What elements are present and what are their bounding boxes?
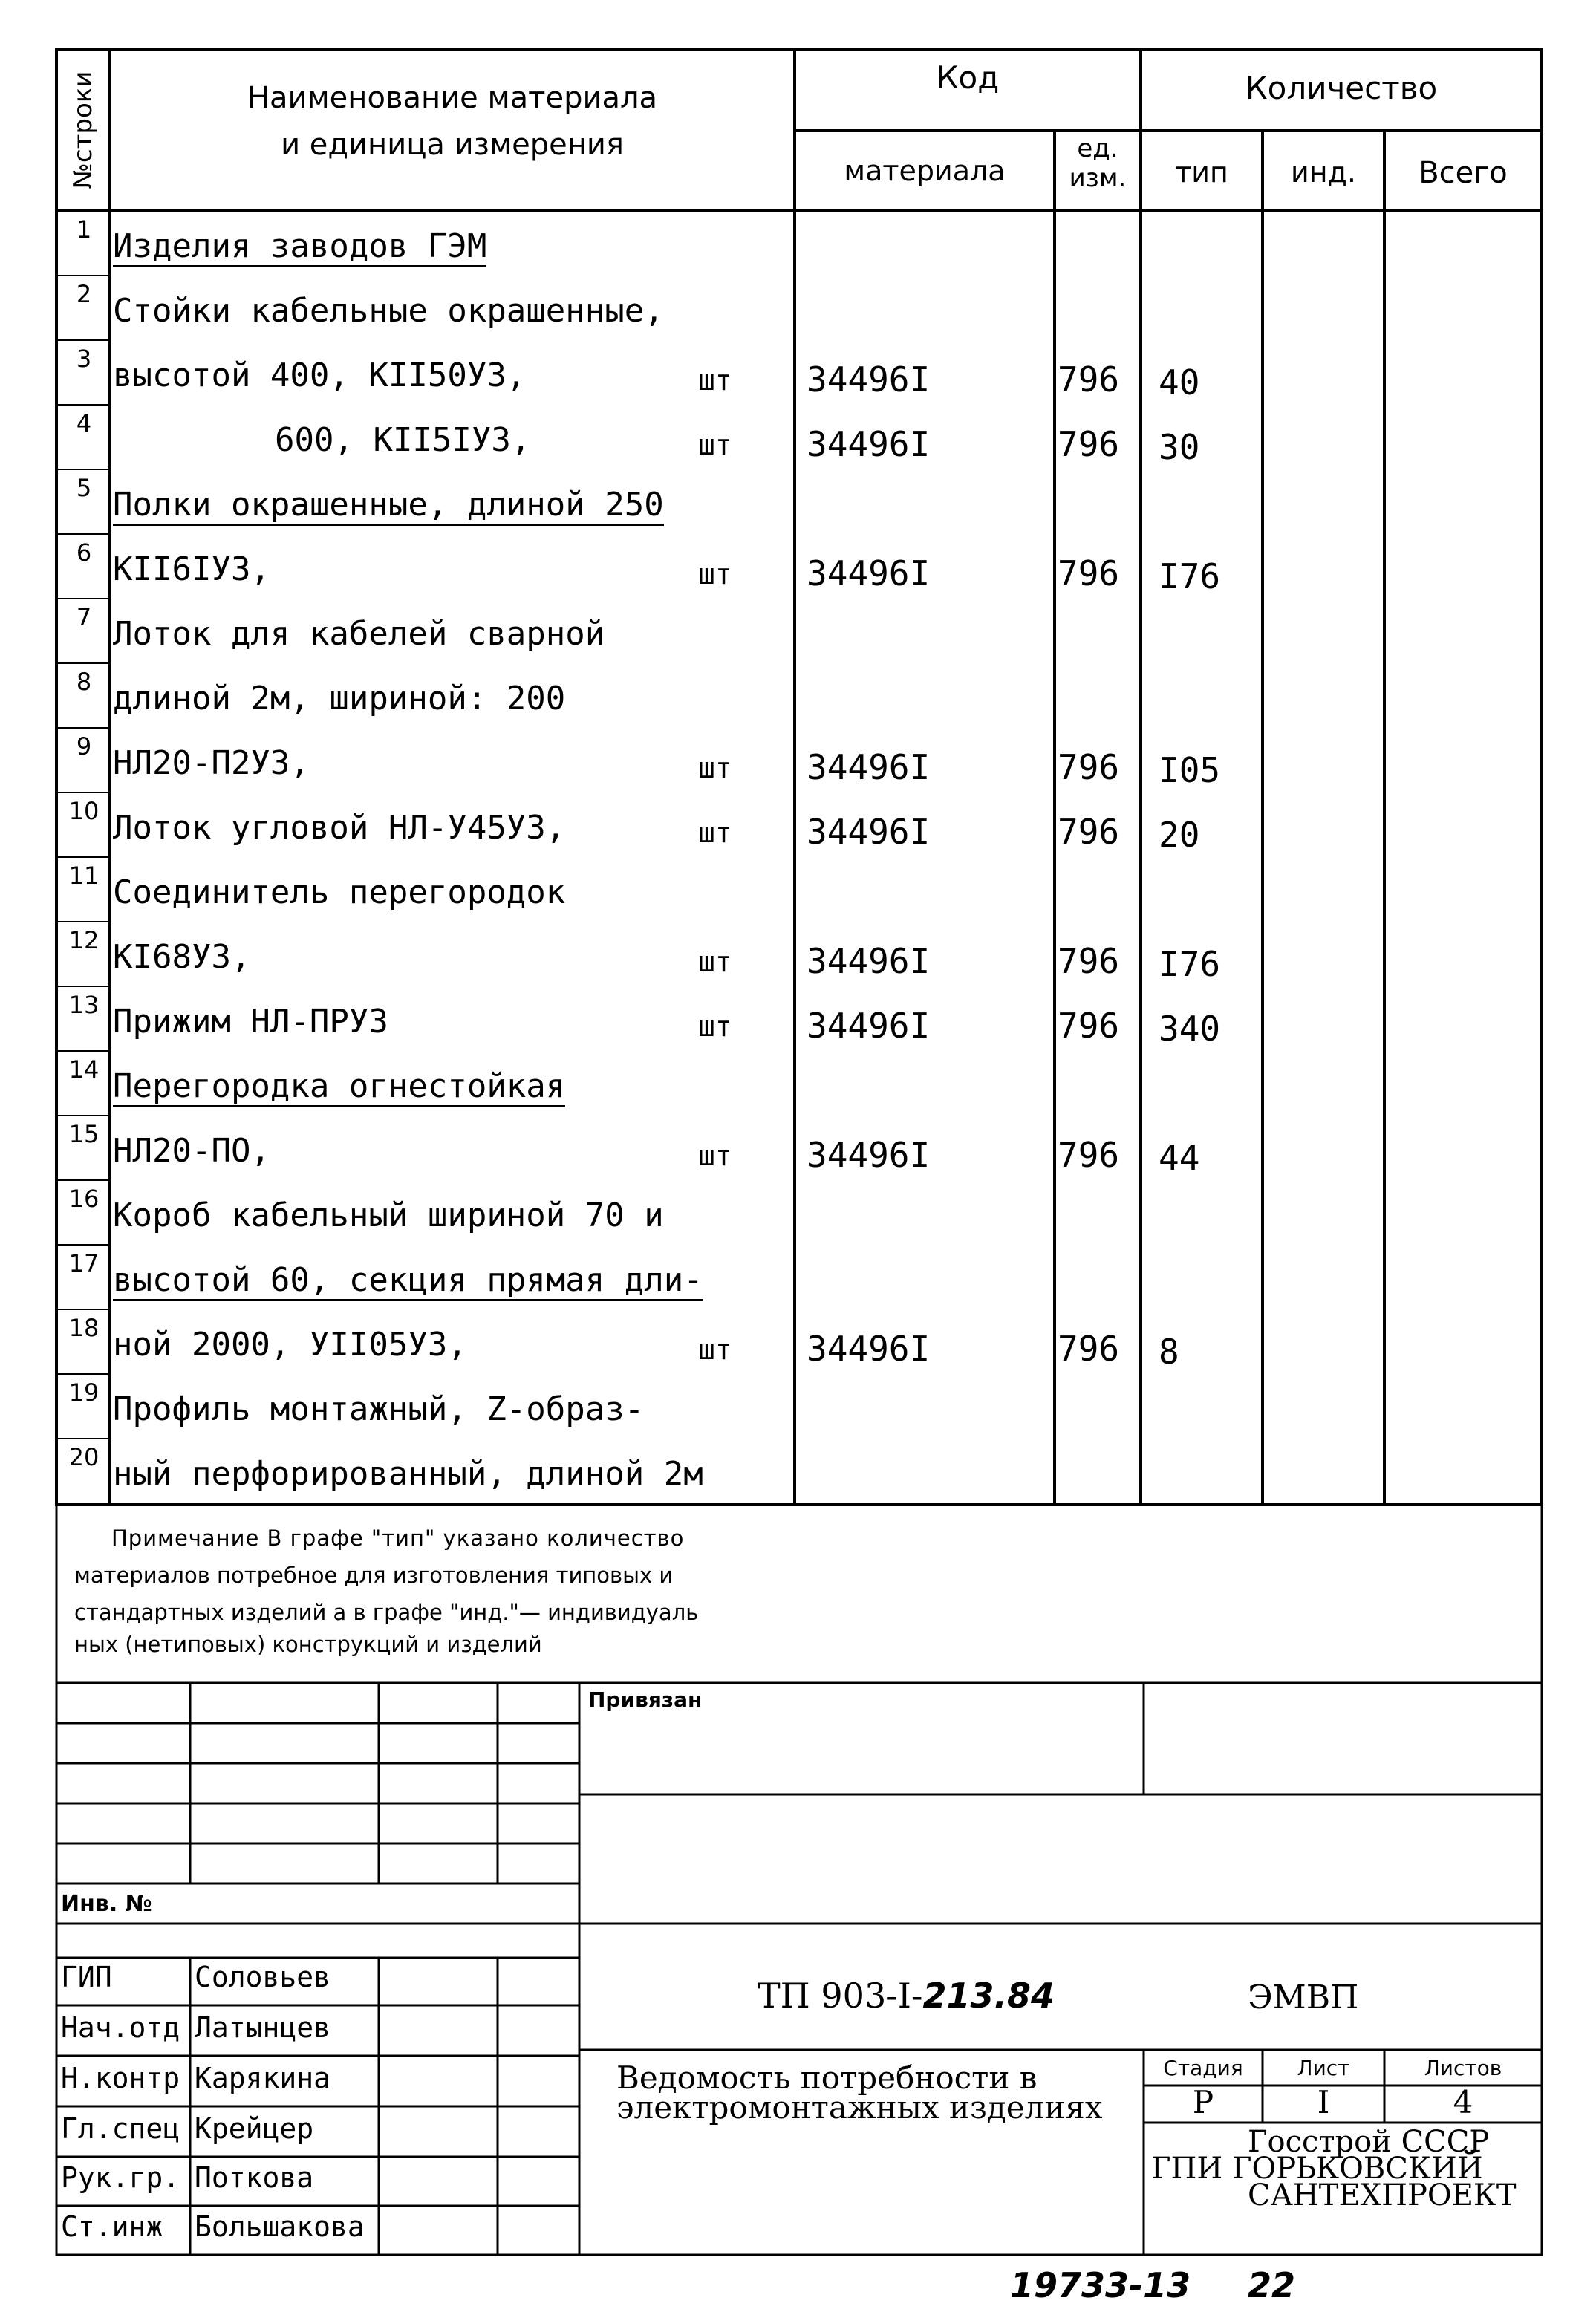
code-header: Код — [936, 59, 1000, 96]
material-name: Полки окрашенные, длиной 250 — [113, 486, 664, 526]
quantity-type: I76 — [1159, 944, 1221, 984]
unit-code: 796 — [1058, 812, 1120, 852]
material-name: высотой 400, КII50УЗ, — [113, 356, 527, 394]
material-name: Соединитель перегородок — [113, 873, 566, 911]
row-number: 13 — [68, 991, 100, 1019]
total-header: Всего — [1419, 156, 1508, 190]
staff-role: Н.контр — [61, 2062, 180, 2094]
material-code: 34496I — [807, 941, 931, 981]
document-code-handwritten: 213.84 — [922, 1976, 1055, 2016]
unit-label: шт — [698, 364, 732, 397]
row-number: 11 — [68, 862, 100, 890]
staff-role: Нач.отд — [61, 2011, 180, 2044]
quantity-type: I76 — [1159, 556, 1221, 596]
row-number: 14 — [68, 1055, 100, 1084]
material-name: Короб кабельный шириной 70 и — [113, 1196, 664, 1234]
row-number: 10 — [68, 797, 100, 825]
organization-line3: САНТЕХПРОЕКТ — [1248, 2178, 1517, 2213]
quantity-type: I05 — [1159, 750, 1221, 790]
material-name: НЛ20-ПО, — [113, 1132, 270, 1170]
sheets-value: 4 — [1453, 2084, 1473, 2120]
row-number-header — [56, 49, 110, 211]
row-number: 12 — [68, 926, 100, 954]
staff-role: Ст.инж — [61, 2210, 163, 2243]
staff-role: Гл.спец — [61, 2112, 180, 2145]
row-number: 15 — [68, 1120, 100, 1148]
material-name: высотой 60, секция прямая дли- — [113, 1261, 703, 1301]
row-number: 5 — [76, 474, 92, 502]
material-name: Лоток для кабелей сварной — [113, 615, 605, 653]
material-code: 34496I — [807, 424, 931, 464]
organization-line1: Госстрой СССР — [1248, 2125, 1490, 2159]
staff-name: Крейцер — [195, 2112, 314, 2145]
sheet-label: Лист — [1297, 2056, 1350, 2080]
material-code: 34496I — [807, 359, 931, 400]
staff-name: Большакова — [195, 2210, 365, 2243]
sheet-value: I — [1317, 2084, 1330, 2120]
unit-label: шт — [698, 1333, 732, 1366]
unit-header: ед. изм. — [1069, 134, 1127, 193]
material-code: 34496I — [807, 1006, 931, 1046]
row-number: 9 — [76, 732, 92, 761]
unit-code: 796 — [1058, 1135, 1120, 1175]
type-header: тип — [1175, 156, 1228, 189]
row-number: 8 — [76, 668, 92, 696]
material-code: 34496I — [807, 747, 931, 787]
material-name: ный перфорированный, длиной 2м — [113, 1455, 703, 1493]
unit-label: шт — [698, 945, 732, 978]
note-line1: Примечание В графе "тип" указано количество — [111, 1526, 685, 1551]
stage-value: Р — [1192, 2084, 1214, 2120]
material-name: Прижим НЛ-ПРУЗ — [113, 1003, 388, 1041]
organization-line2: ГПИ ГОРЬКОВСКИЙ — [1151, 2152, 1483, 2186]
quantity-type: 340 — [1159, 1009, 1221, 1049]
row-number: 4 — [76, 409, 92, 437]
row-number: 20 — [68, 1443, 100, 1471]
archive-number: 19733-13 — [1010, 2265, 1191, 2305]
unit-label: шт — [698, 816, 732, 849]
row-number: 17 — [68, 1249, 100, 1277]
unit-code: 796 — [1058, 424, 1120, 464]
unit-label: шт — [698, 1139, 732, 1172]
document-code — [758, 1976, 1055, 2016]
document-title-line2: электромонтажных изделиях — [616, 2089, 1103, 2126]
unit-code: 796 — [1058, 553, 1120, 593]
unit-label: шт — [698, 1010, 732, 1043]
inventory-number-label: Инв. № — [61, 1891, 152, 1917]
unit-code: 796 — [1058, 1006, 1120, 1046]
material-code: 34496I — [807, 812, 931, 852]
quantity-type: 40 — [1159, 362, 1200, 403]
material-name: Лоток угловой НЛ-У45УЗ, — [113, 809, 566, 847]
staff-name: Поткова — [195, 2161, 314, 2194]
note-line3: стандартных изделий а в графе "инд."— индивидуаль — [74, 1600, 699, 1625]
row-number: 2 — [76, 280, 92, 308]
note-line2: материалов потребное для изготовления типовых и — [74, 1563, 674, 1588]
quantity-type: 20 — [1159, 815, 1200, 855]
material-name: Стойки кабельные окрашенные, — [113, 292, 664, 330]
material-code: 34496I — [807, 553, 931, 593]
note-block — [74, 1520, 965, 1658]
quantity-header: Количество — [1245, 70, 1438, 106]
quantity-type: 30 — [1159, 427, 1200, 467]
unit-code: 796 — [1058, 359, 1120, 400]
unit-label: шт — [698, 429, 732, 461]
document-title — [616, 2060, 1103, 2126]
organization — [1151, 2125, 1537, 2213]
sheets-label: Листов — [1424, 2056, 1502, 2080]
document-code-prefix: ТП 903-I- — [758, 1976, 923, 2016]
unit-code: 796 — [1058, 1329, 1120, 1369]
note-line4: ных (нетиповых) конструкций и изделий — [74, 1632, 542, 1657]
material-name: ной 2000, УII05УЗ, — [113, 1326, 467, 1364]
staff-name: Соловьев — [195, 1961, 331, 1993]
page-number: 22 — [1248, 2265, 1296, 2305]
material-name: Профиль монтажный, Z-образ- — [113, 1390, 645, 1428]
row-number: 6 — [76, 538, 92, 567]
quantity-type: 44 — [1159, 1138, 1200, 1178]
row-number: 3 — [76, 345, 92, 373]
staff-name: Латынцев — [195, 2011, 331, 2044]
material-name: длиной 2м, шириной: 200 — [113, 680, 566, 717]
unit-label: шт — [698, 752, 732, 784]
unit-label: шт — [698, 558, 732, 590]
individual-header: инд. — [1291, 156, 1356, 189]
material-name: КI68УЗ, — [113, 938, 251, 976]
staff-role: Рук.гр. — [61, 2161, 180, 2194]
unit-code: 796 — [1058, 941, 1120, 981]
staff-role: ГИП — [61, 1961, 112, 1993]
material-name: Изделия заводов ГЭМ — [113, 227, 486, 267]
material-header: материала — [844, 154, 1006, 187]
row-number: 18 — [68, 1314, 100, 1342]
name-header-line2: и единица измерения — [281, 128, 624, 162]
section-code: ЭМВП — [1248, 1979, 1359, 2016]
unit-code: 796 — [1058, 747, 1120, 787]
staff-name: Карякина — [195, 2062, 331, 2094]
material-name: 600, КII5IУЗ, — [275, 421, 531, 459]
row-number: 16 — [68, 1185, 100, 1213]
document-title-line1: Ведомость потребности в — [616, 2060, 1038, 2096]
material-name: КII6IУЗ, — [113, 550, 270, 588]
attached-label: Привязан — [588, 1687, 703, 1712]
material-code: 34496I — [807, 1329, 931, 1369]
material-name: Перегородка огнестойкая — [113, 1067, 565, 1107]
material-name: НЛ20-П2УЗ, — [113, 744, 310, 782]
row-number: 1 — [76, 215, 92, 244]
stage-label: Стадия — [1163, 2056, 1243, 2080]
name-header-line1: Наименование материала — [247, 81, 658, 115]
quantity-type: 8 — [1159, 1332, 1179, 1372]
name-header-2 — [110, 119, 795, 171]
row-number: 7 — [76, 603, 92, 631]
row-number: 19 — [68, 1378, 100, 1407]
row-number-header-label: №строки — [68, 71, 98, 189]
material-code: 34496I — [807, 1135, 931, 1175]
